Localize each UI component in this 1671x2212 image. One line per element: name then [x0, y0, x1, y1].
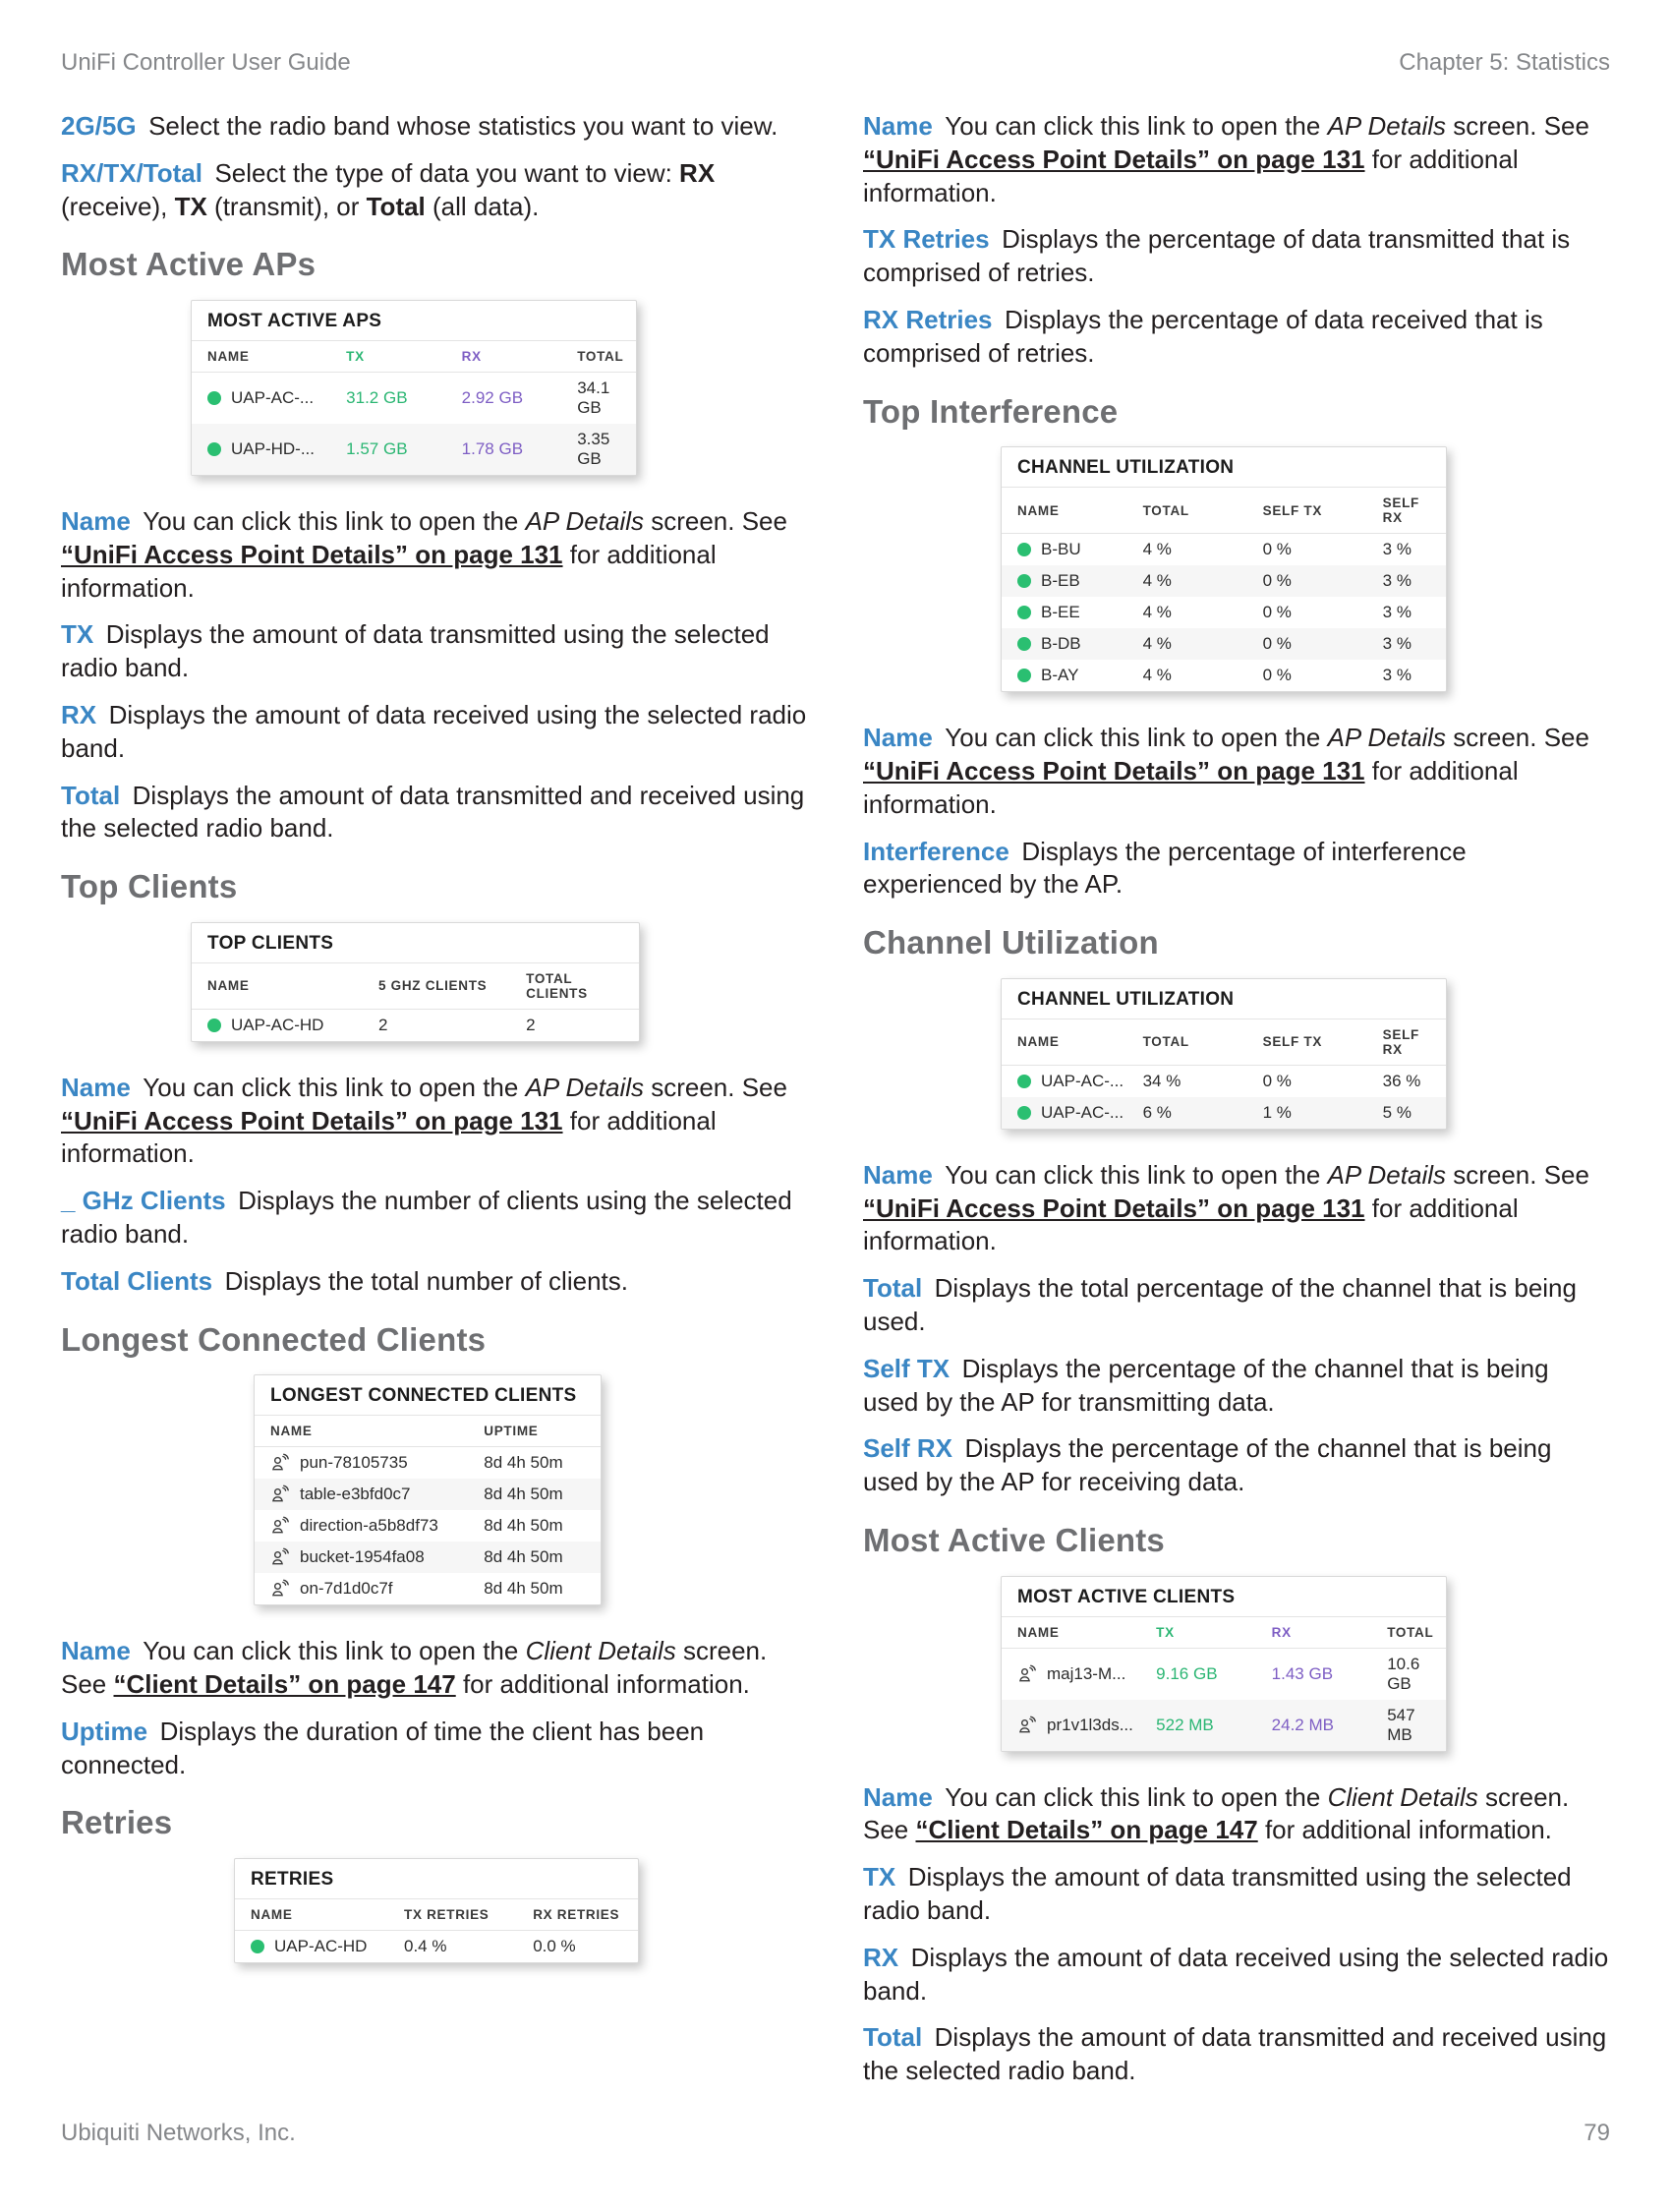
text-run: for additional information. [863, 1193, 1519, 1256]
col-tx: TX [338, 341, 454, 373]
definition-rxtxtotal [61, 157, 808, 224]
text-run: You can click this link to open the [945, 1159, 1328, 1190]
col-tx-retries: TX RETRIES [396, 1899, 525, 1931]
cell-rx: 1.43 GB [1271, 1663, 1334, 1683]
definition-name-client [863, 1781, 1610, 1848]
definition-total [863, 2021, 1610, 2088]
text-run: screen. See [1446, 111, 1589, 141]
term-ghz-clients: _ GHz Clients [61, 1186, 226, 1216]
text-run: for additional information. [61, 539, 717, 603]
text-run: Displays the amount of data received using the selected radio band. [863, 1942, 1609, 2006]
text-run: for additional information. [455, 1668, 750, 1699]
ap-status-dot-icon [1017, 1106, 1031, 1120]
xref-link-client-details[interactable]: “Client Details” on page 147 [113, 1668, 456, 1699]
term-uptime: Uptime [61, 1716, 148, 1746]
table-row [1002, 660, 1446, 691]
text-run: You can click this link to open the [143, 1072, 526, 1102]
heading-most-active-clients: Most Active Clients [863, 1521, 1165, 1558]
definition-interference [863, 836, 1610, 902]
col-rx: RX [454, 341, 570, 373]
cell-tx: 9.16 GB [1156, 1663, 1218, 1683]
text-run: for additional information. [1257, 1815, 1552, 1845]
definition-name-ap [61, 1072, 808, 1171]
cell-tx-retries: 0.4 % [404, 1936, 447, 1955]
term-rxtxtotal: RX/TX/Total [61, 157, 202, 188]
col-5ghz-clients: 5 GHZ CLIENTS [371, 963, 518, 1010]
definition-channel-total [863, 1272, 1610, 1339]
definition-name-client [61, 1635, 808, 1702]
text-run: screen. See [61, 1636, 768, 1699]
cell-self-tx: 0 % [1262, 666, 1292, 685]
term-tx: TX [863, 1862, 896, 1892]
italic-ap-details: AP Details [1327, 723, 1446, 753]
table-row [1002, 565, 1446, 597]
text-run: (receive), [61, 191, 175, 221]
heading-channel-utilization: Channel Utilization [863, 924, 1159, 961]
client-wifi-icon [270, 1547, 290, 1567]
xref-link-ap-details[interactable]: “UniFi Access Point Details” on page 131 [61, 1105, 563, 1135]
xref-link-ap-details[interactable]: “UniFi Access Point Details” on page 131 [863, 755, 1365, 786]
col-total: TOTAL [1379, 1617, 1446, 1649]
text-run: Displays the total number of clients. [224, 1265, 628, 1296]
heading-longest-connected-clients: Longest Connected Clients [61, 1320, 487, 1358]
most-active-clients-table [1002, 1617, 1446, 1751]
table-row [192, 424, 636, 475]
term-rx: RX [863, 1942, 899, 1972]
text-run: screen. See [644, 1072, 787, 1102]
term-rx-retries: RX Retries [863, 304, 993, 334]
term-name: Name [863, 111, 933, 141]
ap-name: UAP-AC-... [231, 387, 315, 407]
ap-name: UAP-AC-... [1041, 1071, 1124, 1090]
cell-self-tx: 1 % [1262, 1102, 1292, 1122]
retries-table [235, 1899, 638, 1962]
term-total: Total [863, 2022, 923, 2053]
most-active-clients-card [1001, 1576, 1447, 1752]
definition-tx [863, 1861, 1610, 1928]
cell-self-tx: 0 % [1262, 540, 1292, 559]
col-name: NAME [1002, 1019, 1135, 1066]
heading-top-interference: Top Interference [863, 392, 1119, 430]
xref-link-client-details[interactable]: “Client Details” on page 147 [915, 1815, 1258, 1845]
definition-tx [61, 618, 808, 685]
text-run: Displays the number of clients using the selected radio band. [61, 1186, 792, 1249]
col-rx-retries: RX RETRIES [525, 1899, 638, 1931]
cell-uptime: 8d 4h 50m [484, 1579, 563, 1599]
ap-name: B-AY [1041, 666, 1079, 685]
most-active-aps-table [192, 341, 636, 475]
client-wifi-icon [1017, 1716, 1037, 1735]
text-run: Displays the amount of data transmitted and received using the selected radio band. [61, 780, 805, 844]
client-wifi-icon [270, 1453, 290, 1473]
ap-status-dot-icon [1017, 637, 1031, 651]
term-rx: RX [61, 699, 97, 729]
cell-total: 547 MB [1387, 1705, 1415, 1744]
definition-rx [61, 699, 808, 766]
table-row [1002, 1648, 1446, 1700]
text-run: You can click this link to open the [945, 723, 1328, 753]
table-row [1002, 597, 1446, 628]
client-wifi-icon [270, 1484, 290, 1504]
channel-utilization-card [1001, 978, 1447, 1130]
ap-status-dot-icon [1017, 669, 1031, 682]
definition-2g5g [61, 110, 808, 144]
ap-status-dot-icon [207, 391, 221, 405]
cell-5ghz: 2 [378, 1015, 388, 1034]
most-active-aps-card [191, 300, 637, 476]
col-name: NAME [1002, 488, 1135, 534]
cell-total: 4 % [1142, 571, 1172, 591]
text-2g5g: Select the radio band whose statistics you want to view. [148, 111, 778, 141]
client-name: on-7d1d0c7f [300, 1579, 393, 1599]
term-self-rx: Self RX [863, 1433, 953, 1464]
text-run: You can click this link to open the [945, 111, 1328, 141]
text-run: Displays the amount of data transmitted and received using the selected radio band. [863, 2022, 1607, 2086]
top-clients-table [192, 963, 639, 1041]
term-2g5g: 2G/5G [61, 111, 137, 141]
term-name: Name [61, 1636, 131, 1666]
table-row [1002, 1700, 1446, 1751]
col-name: NAME [235, 1899, 396, 1931]
xref-link-ap-details[interactable]: “UniFi Access Point Details” on page 131 [61, 539, 563, 569]
table-row [1002, 534, 1446, 566]
table-row [255, 1573, 601, 1604]
ap-name: B-BU [1041, 540, 1081, 559]
card-title: LONGEST CONNECTED CLIENTS [255, 1375, 601, 1416]
left-column [61, 110, 808, 2102]
bold-tx: TX [174, 191, 207, 221]
table-row [192, 1009, 639, 1041]
cell-total: 4 % [1142, 540, 1172, 559]
ap-status-dot-icon [251, 1940, 264, 1953]
client-wifi-icon [270, 1516, 290, 1536]
ap-status-dot-icon [1017, 543, 1031, 556]
cell-total: 34.1 GB [577, 378, 610, 417]
text-run: Displays the total percentage of the channel that is being used. [863, 1273, 1577, 1336]
italic-ap-details: AP Details [1327, 1159, 1446, 1190]
card-title: RETRIES [235, 1859, 638, 1899]
ap-name: UAP-AC-HD [274, 1936, 368, 1955]
term-name: Name [863, 1781, 933, 1812]
cell-self-tx: 0 % [1262, 603, 1292, 622]
client-wifi-icon [1017, 1664, 1037, 1684]
card-title: MOST ACTIVE APS [192, 301, 636, 341]
table-row [1002, 1097, 1446, 1129]
cell-total: 4 % [1142, 603, 1172, 622]
table-row [255, 1479, 601, 1510]
table-row [255, 1510, 601, 1542]
ap-name: UAP-AC-HD [231, 1015, 324, 1034]
table-row [255, 1447, 601, 1480]
term-channel-total: Total [863, 1273, 923, 1304]
text-run: Select the type of data you want to view: [214, 157, 680, 188]
cell-total: 3.35 GB [577, 429, 610, 468]
cell-rx: 2.92 GB [461, 387, 524, 407]
cell-rx: 24.2 MB [1271, 1715, 1334, 1734]
cell-total: 2 [526, 1015, 536, 1034]
ap-status-dot-icon [1017, 1075, 1031, 1088]
cell-self-tx: 0 % [1262, 571, 1292, 591]
col-total: TOTAL [1135, 488, 1255, 534]
col-name: NAME [192, 341, 338, 373]
page-number: 79 [1584, 2120, 1610, 2146]
card-title: CHANNEL UTILIZATION [1002, 979, 1446, 1019]
cell-uptime: 8d 4h 50m [484, 1547, 563, 1567]
text-run: for additional information. [863, 144, 1519, 207]
cell-rx-retries: 0.0 % [533, 1936, 576, 1955]
col-total: TOTAL [1135, 1019, 1255, 1066]
cell-tx: 522 MB [1156, 1715, 1214, 1734]
text-run: Displays the duration of time the client has been connected. [61, 1716, 705, 1779]
ap-status-dot-icon [1017, 606, 1031, 619]
text-run: Displays the percentage of data received that is comprised of retries. [863, 304, 1543, 368]
cell-uptime: 8d 4h 50m [484, 1453, 563, 1473]
col-rx: RX [1264, 1617, 1380, 1649]
term-name: Name [61, 1072, 131, 1102]
definition-name-ap [61, 505, 808, 605]
col-total-clients: TOTAL CLIENTS [518, 963, 639, 1010]
text-run: Displays the percentage of the channel that is being used by the AP for receiving data. [863, 1433, 1552, 1497]
table-row [255, 1542, 601, 1573]
cell-self-tx: 0 % [1262, 1071, 1292, 1090]
text-run: screen. See [644, 505, 787, 536]
client-name: pun-78105735 [300, 1453, 408, 1473]
channel-utilization-table [1002, 1019, 1446, 1129]
heading-top-clients: Top Clients [61, 868, 238, 905]
footer-company: Ubiquiti Networks, Inc. [61, 2120, 296, 2146]
text-run: for additional information. [61, 1105, 717, 1169]
doc-title: UniFi Controller User Guide [61, 49, 351, 76]
cell-tx: 1.57 GB [346, 438, 408, 458]
cell-rx: 1.78 GB [461, 438, 524, 458]
col-self-tx: SELF TX [1255, 1019, 1375, 1066]
term-self-tx: Self TX [863, 1353, 951, 1383]
col-total: TOTAL [569, 341, 636, 373]
text-run: for additional information. [863, 755, 1519, 819]
col-uptime: UPTIME [476, 1416, 601, 1447]
two-column-layout [0, 110, 1671, 2102]
xref-link-ap-details[interactable]: “UniFi Access Point Details” on page 131 [863, 144, 1365, 174]
cell-total: 4 % [1142, 634, 1172, 654]
text-run: (all data). [425, 191, 540, 221]
chapter-title: Chapter 5: Statistics [1399, 49, 1610, 76]
table-header-row [192, 341, 636, 373]
italic-client-details: Client Details [1327, 1781, 1478, 1812]
text-run: Displays the percentage of interference experienced by the AP. [863, 836, 1467, 900]
text-run: You can click this link to open the [143, 1636, 526, 1666]
ap-status-dot-icon [1017, 574, 1031, 588]
term-tx: TX [61, 619, 94, 650]
client-name: bucket-1954fa08 [300, 1547, 425, 1567]
col-self-rx: SELF RX [1375, 488, 1446, 534]
col-tx: TX [1148, 1617, 1264, 1649]
term-total: Total [61, 780, 121, 810]
definition-tx-retries [863, 223, 1610, 290]
italic-ap-details: AP Details [525, 1072, 644, 1102]
term-interference: Interference [863, 836, 1009, 866]
text-run: You can click this link to open the [143, 505, 526, 536]
definition-rx-retries [863, 304, 1610, 371]
text-run: screen. See [1446, 1159, 1589, 1190]
definition-name-ap [863, 1159, 1610, 1258]
client-name: direction-a5b8df73 [300, 1516, 438, 1536]
card-title: TOP CLIENTS [192, 923, 639, 963]
longest-connected-clients-table [255, 1416, 601, 1604]
term-name: Name [61, 505, 131, 536]
definition-name-ap [863, 110, 1610, 209]
cell-total: 34 % [1142, 1071, 1181, 1090]
ap-name: UAP-AC-... [1041, 1102, 1124, 1122]
col-name: NAME [192, 963, 371, 1010]
ap-name: UAP-HD-... [231, 438, 315, 458]
ap-status-dot-icon [207, 442, 221, 456]
bold-total: Total [366, 191, 426, 221]
table-header-row [235, 1899, 638, 1931]
definition-self-tx [863, 1353, 1610, 1420]
table-header-row [1002, 488, 1446, 534]
term-tx-retries: TX Retries [863, 224, 990, 255]
cell-self-rx: 3 % [1382, 603, 1412, 622]
card-title: MOST ACTIVE CLIENTS [1002, 1577, 1446, 1617]
heading-most-active-aps: Most Active APs [61, 246, 317, 283]
term-name: Name [863, 1159, 933, 1190]
cell-self-rx: 3 % [1382, 540, 1412, 559]
definition-total-clients [61, 1265, 808, 1299]
longest-connected-clients-card [254, 1374, 602, 1605]
text-run: Displays the percentage of data transmitted that is comprised of retries. [863, 224, 1571, 288]
client-name: table-e3bfd0c7 [300, 1484, 411, 1504]
table-header-row [1002, 1617, 1446, 1649]
table-header-row [255, 1416, 601, 1447]
table-header-row [192, 963, 639, 1010]
term-total-clients: Total Clients [61, 1265, 213, 1296]
text-run: screen. See [863, 1781, 1570, 1845]
definition-ghz-clients [61, 1185, 808, 1252]
cell-total: 4 % [1142, 666, 1172, 685]
cell-total: 10.6 GB [1387, 1654, 1420, 1693]
text-run: Displays the amount of data received using the selected radio band. [61, 699, 807, 763]
client-wifi-icon [270, 1579, 290, 1599]
cell-self-rx: 3 % [1382, 571, 1412, 591]
xref-link-ap-details[interactable]: “UniFi Access Point Details” on page 131 [863, 1193, 1365, 1223]
client-name: pr1v1l3ds... [1047, 1715, 1133, 1734]
text-run: Displays the percentage of the channel that is being used by the AP for transmitting data. [863, 1353, 1549, 1417]
col-self-rx: SELF RX [1375, 1019, 1446, 1066]
page-header [0, 49, 1671, 77]
top-interference-card [1001, 446, 1447, 692]
ap-name: B-EB [1041, 571, 1080, 591]
col-self-tx: SELF TX [1255, 488, 1375, 534]
ap-status-dot-icon [207, 1019, 221, 1032]
text-run: screen. See [1446, 723, 1589, 753]
cell-self-tx: 0 % [1262, 634, 1292, 654]
ap-name: B-EE [1041, 603, 1080, 622]
cell-uptime: 8d 4h 50m [484, 1484, 563, 1504]
cell-tx: 31.2 GB [346, 387, 408, 407]
right-column [863, 110, 1610, 2102]
term-name: Name [863, 723, 933, 753]
table-row [1002, 1065, 1446, 1097]
definition-name-ap [863, 722, 1610, 821]
italic-ap-details: AP Details [525, 505, 644, 536]
table-row [1002, 628, 1446, 660]
cell-self-rx: 36 % [1382, 1071, 1421, 1090]
top-clients-card [191, 922, 640, 1042]
definition-total [61, 780, 808, 846]
ap-name: B-DB [1041, 634, 1081, 654]
cell-self-rx: 5 % [1382, 1102, 1412, 1122]
italic-client-details: Client Details [525, 1636, 676, 1666]
top-interference-table [1002, 488, 1446, 691]
page-footer [61, 2120, 1610, 2147]
table-row [192, 372, 636, 424]
text-run: (transmit), or [206, 191, 367, 221]
client-name: maj13-M... [1047, 1663, 1126, 1683]
table-header-row [1002, 1019, 1446, 1066]
card-title: CHANNEL UTILIZATION [1002, 447, 1446, 488]
table-row [235, 1930, 638, 1962]
col-name: NAME [255, 1416, 476, 1447]
text-run: Displays the amount of data transmitted using the selected radio band. [61, 619, 770, 683]
cell-self-rx: 3 % [1382, 666, 1412, 685]
text-run: You can click this link to open the [945, 1781, 1328, 1812]
bold-rx: RX [679, 157, 716, 188]
definition-self-rx [863, 1432, 1610, 1499]
italic-ap-details: AP Details [1327, 111, 1446, 141]
definition-rx [863, 1942, 1610, 2008]
col-name: NAME [1002, 1617, 1148, 1649]
cell-uptime: 8d 4h 50m [484, 1516, 563, 1536]
definition-uptime [61, 1716, 808, 1782]
heading-retries: Retries [61, 1804, 173, 1841]
retries-card [234, 1858, 639, 1963]
text-run: Displays the amount of data transmitted using the selected radio band. [863, 1862, 1572, 1925]
cell-self-rx: 3 % [1382, 634, 1412, 654]
cell-total: 6 % [1142, 1102, 1172, 1122]
